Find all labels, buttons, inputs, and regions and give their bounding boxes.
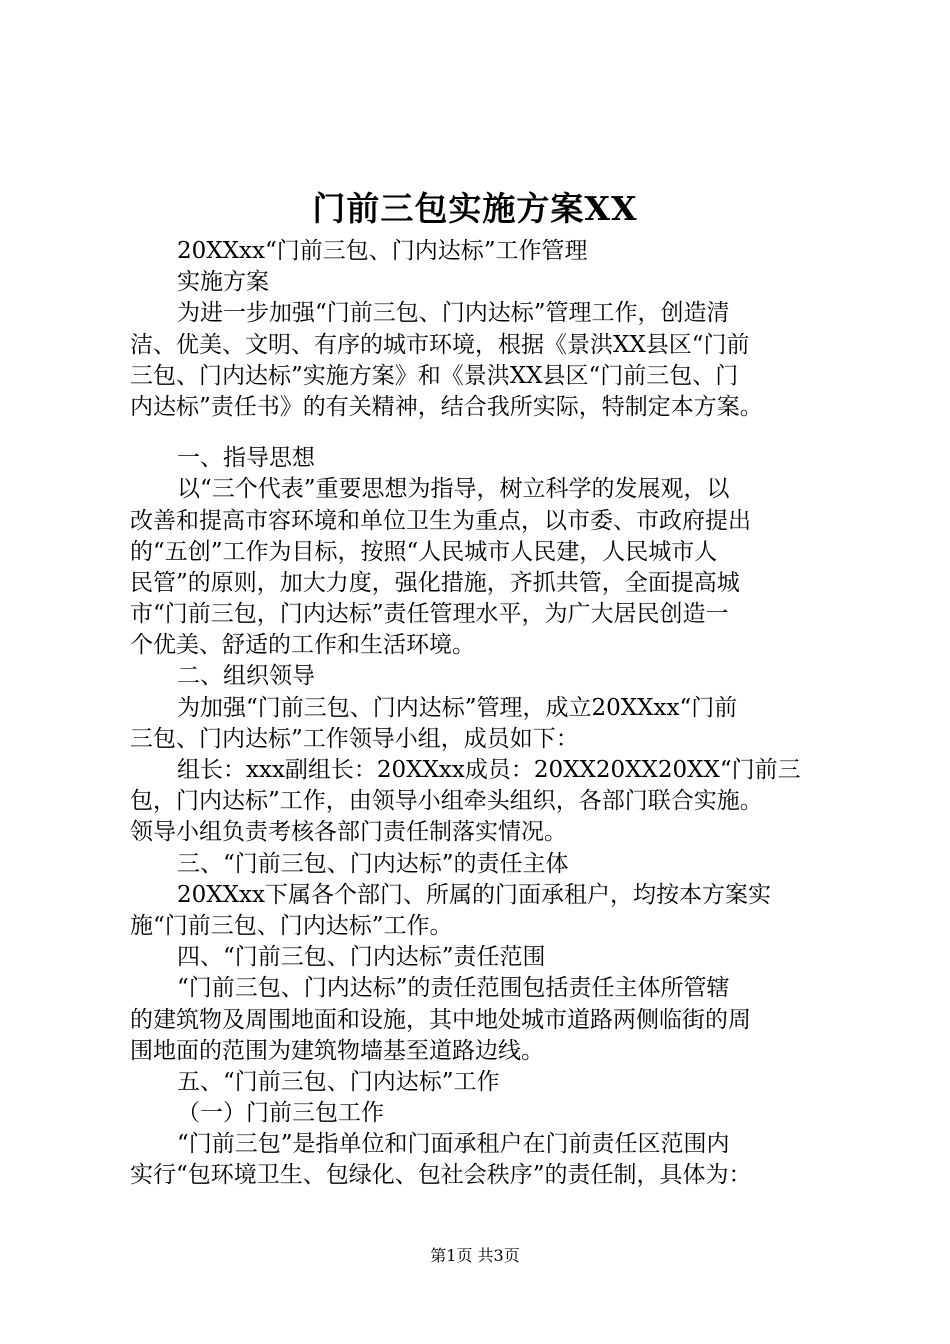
section-heading: 三、“门前三包、门内达标”的责任主体 xyxy=(177,850,569,877)
body-line: 内达标”责任书》的有关精神，结合我所实际，特制定本方案。 xyxy=(130,393,763,420)
page-number: 第1页 共3页 xyxy=(430,1246,520,1265)
section-heading: 五、“门前三包、门内达标”工作 xyxy=(177,1068,500,1095)
body-line: 洁、优美、文明、有序的城市环境，根据《景洪XX县区“门前 xyxy=(130,331,750,358)
body-line: 为进一步加强“门前三包、门内达标”管理工作，创造清 xyxy=(177,300,730,327)
document-body xyxy=(130,236,832,1192)
body-line: “门前三包、门内达标”的责任范围包括责任主体所管辖 xyxy=(177,975,730,1002)
body-line: 实施方案 xyxy=(177,269,269,296)
subsection-heading: （一）门前三包工作 xyxy=(177,1100,384,1127)
body-line: 实行“包环境卫生、包绿化、包社会秩序”的责任制，具体为： xyxy=(130,1162,752,1189)
body-line: 三包、门内达标”实施方案》和《景洪XX县区“门前三包、门 xyxy=(130,362,739,389)
body-line: 为加强“门前三包、门内达标”管理，成立20XXxx“门前 xyxy=(177,694,738,721)
body-line: 三包、门内达标”工作领导小组，成员如下： xyxy=(130,725,579,752)
body-line: “门前三包”是指单位和门面承租户在门前责任区范围内 xyxy=(177,1131,730,1158)
body-line: 民管”的原则，加大力度，强化措施，齐抓共管，全面提高城 xyxy=(130,569,740,596)
section-heading: 四、“门前三包、门内达标”责任范围 xyxy=(177,944,546,971)
body-line: 的建筑物及周围地面和设施，其中地处城市道路两侧临街的周 xyxy=(130,1006,751,1033)
body-line: 20XXxx下属各个部门、所属的门面承租户，均按本方案实 xyxy=(177,881,771,908)
body-line: 包，门内达标”工作，由领导小组牵头组织，各部门联合实施。 xyxy=(130,788,763,815)
body-line: 个优美、舒适的工作和生活环境。 xyxy=(130,632,475,659)
section-heading: 一、指导思想 xyxy=(177,445,315,472)
body-line: 改善和提高市容环境和单位卫生为重点，以市委、市政府提出 xyxy=(130,507,751,534)
body-line: 施“门前三包、门内达标”工作。 xyxy=(130,912,453,939)
body-line: 20XXxx“门前三包、门内达标”工作管理 xyxy=(177,238,588,264)
document-title: 门前三包实施方案XX xyxy=(312,189,638,228)
body-line: 市“门前三包，门内达标”责任管理水平，为广大居民创造一 xyxy=(130,601,729,628)
body-line: 的“五创”工作为目标，按照“人民城市人民建，人民城市人 xyxy=(130,538,718,565)
paragraph-gap xyxy=(130,423,832,443)
body-line: 以“三个代表”重要思想为指导，树立科学的发展观，以 xyxy=(177,476,730,503)
section-heading: 二、组织领导 xyxy=(177,663,315,690)
body-line: 围地面的范围为建筑物墙基至道路边线。 xyxy=(130,1037,544,1064)
body-line: 组长：xxx副组长：20XXxx成员：20XX20XX20XX“门前三 xyxy=(177,757,801,783)
body-line: 领导小组负责考核各部门责任制落实情况。 xyxy=(130,819,567,846)
